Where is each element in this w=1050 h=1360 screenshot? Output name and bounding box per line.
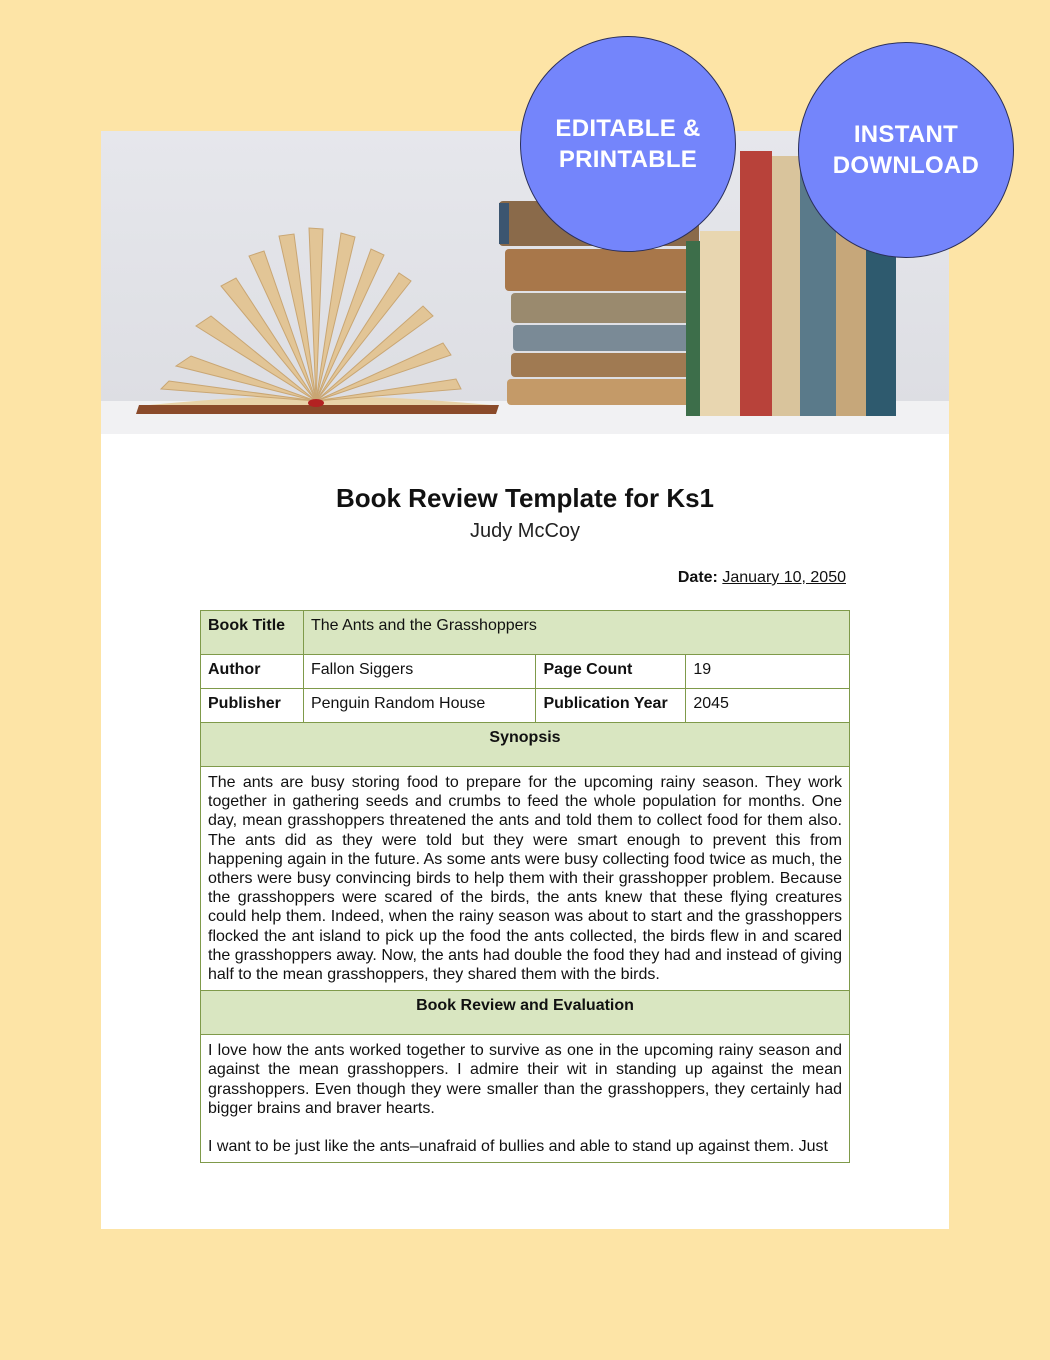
date-value: January 10, 2050 — [722, 569, 846, 586]
page-count-value: 19 — [686, 655, 850, 689]
table-row — [201, 689, 850, 723]
editable-printable-badge — [520, 36, 736, 252]
document-author: Judy McCoy — [469, 520, 581, 542]
review-paragraph-1: I love how the ants worked together to survive as one in the upcoming rainy season and against the mean grasshoppers. I admire their wit in standing up against the mean grasshoppers. Even though they were smaller than the grasshoppers, they certainly had bigger brains and braver hearts. — [208, 1042, 842, 1117]
table-row — [201, 655, 850, 689]
document-title: Book Review Template for Ks1 — [335, 483, 715, 513]
synopsis-heading: Synopsis — [201, 723, 850, 767]
date-label: Date: — [677, 569, 718, 586]
author-value: Fallon Siggers — [303, 655, 536, 689]
open-book-icon — [136, 228, 499, 414]
table-row — [201, 1035, 850, 1163]
book-review-table — [200, 610, 850, 1163]
review-text — [201, 1035, 850, 1163]
instant-download-badge — [798, 42, 1014, 258]
publication-year-value: 2045 — [686, 689, 850, 723]
table-row — [201, 767, 850, 991]
badge-text: EDITABLE & PRINTABLE — [555, 115, 701, 173]
table-row — [201, 723, 850, 767]
table-row — [201, 991, 850, 1035]
synopsis-text: The ants are busy storing food to prepare for the upcoming rainy season. They work together in gathering seeds and crumbs to feed the whole population for months. One day, mean grasshoppers threatened the ants and told them to collect food for them also. The ants did as they were told but they were smart enough to prevent this from happening again in the future. As some ants were busy collecting food twice as much, the others were busy convincing birds to help them with their grasshopper problem. Because the grasshoppers were scared of the birds, the ants knew that these flying creatures could help them. Indeed, when the rainy season was about to start and the grasshoppers flocked the ant island to pick up the food the ants collected, the birds flew in and scared the grasshoppers away. Now, the ants had double the food they had and instead of giving half to the mean grasshoppers, they shared them with the birds. — [201, 767, 850, 991]
table-row — [201, 611, 850, 655]
author-label: Author — [201, 655, 304, 689]
book-title-label: Book Title — [201, 611, 304, 655]
badge-text: INSTANT DOWNLOAD — [832, 121, 980, 179]
publisher-value: Penguin Random House — [303, 689, 536, 723]
publisher-label: Publisher — [201, 689, 304, 723]
book-title-value: The Ants and the Grasshoppers — [303, 611, 849, 655]
page-count-label: Page Count — [536, 655, 686, 689]
date-line — [678, 569, 846, 587]
document-page — [101, 131, 949, 1229]
review-paragraph-2: I want to be just like the ants–unafraid of bullies and able to stand up against them. Just — [208, 1138, 828, 1156]
publication-year-label: Publication Year — [536, 689, 686, 723]
review-heading: Book Review and Evaluation — [201, 991, 850, 1035]
